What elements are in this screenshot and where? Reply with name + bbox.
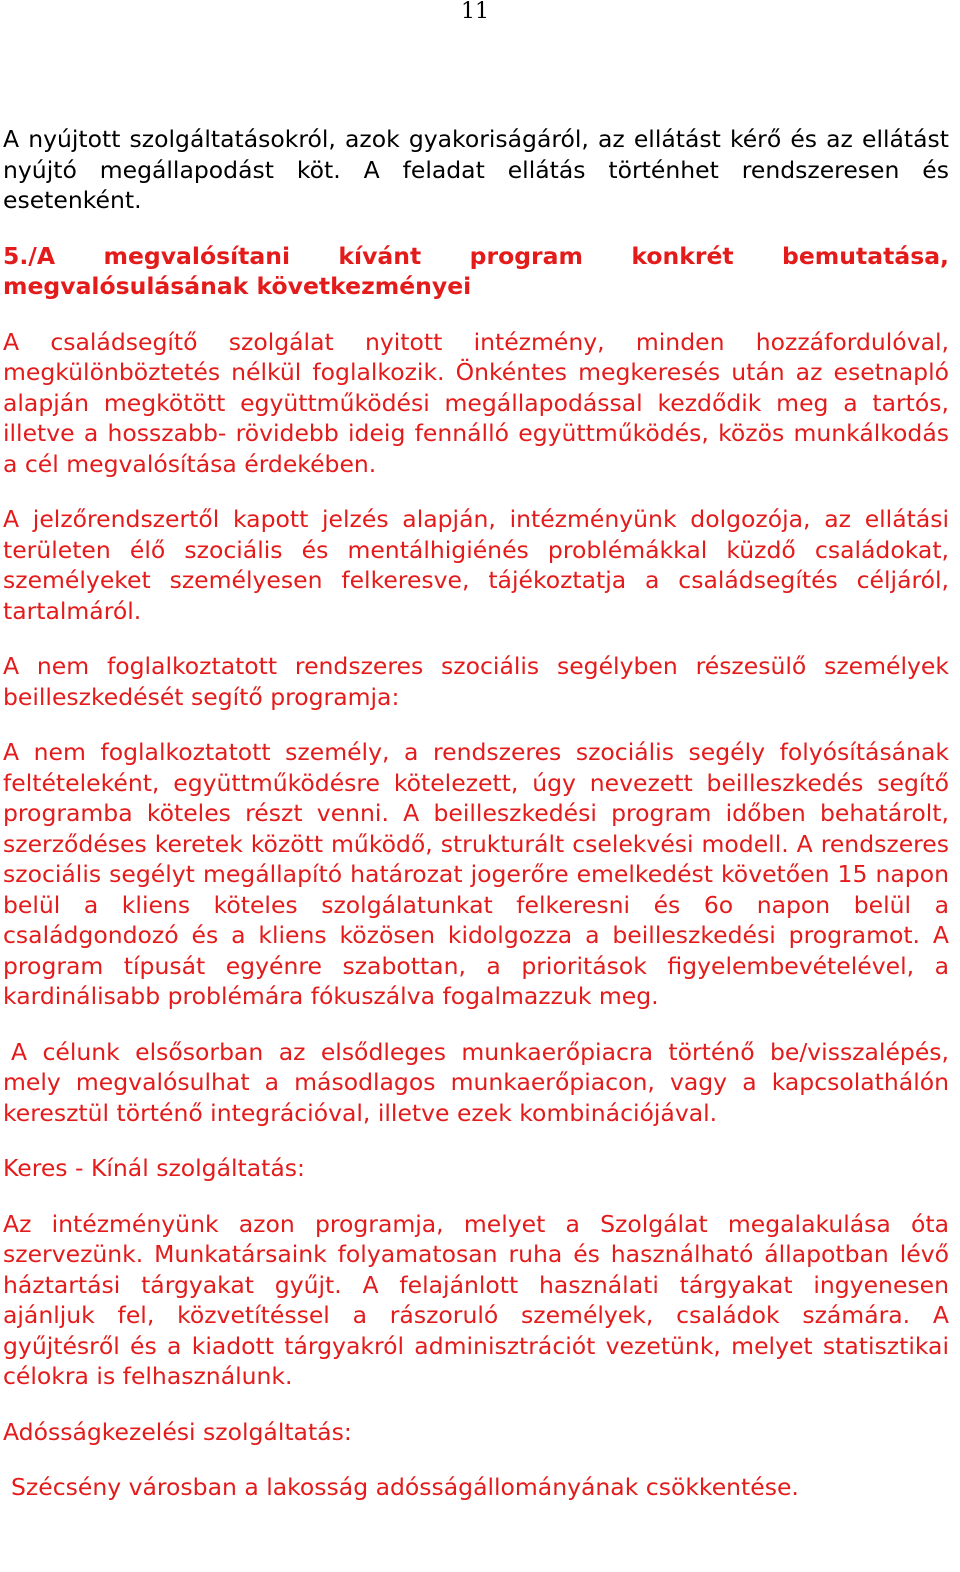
section-heading-line-2: megvalósulásának következményei <box>3 272 472 300</box>
document-body <box>3 124 949 1503</box>
section-heading <box>3 241 949 302</box>
paragraph-integration-program: A nem foglalkoztatott személy, a rendszeres szociális segély folyósításának feltételeként, együttműködésre kötelezett, úgy nevezett beilleszkedés segítő programba köteles részt venni. A beilleszkedési program időben behatárolt, szerződéses keretek között működő, strukturált cselekvési modell. A rendszeres szociális segélyt megállapító határozat jogerőre emelkedést követően 15 napon belül a kliens köteles szolgálatunkat felkeresni és 6o napon belül a családgondozó és a kliens közösen kidolgozza a beilleszkedési programot. A program típusát egyénre szabottan, a prioritások figyelembevételével, a kardinálisabb problémára fókuszálva fogalmazzuk meg. <box>3 738 949 1010</box>
section-heading-line-1: 5./A megvalósítani kívánt program konkrét bemutatása, <box>3 241 949 270</box>
paragraph-debt-management: Szécsény városban a lakosság adósságállományának csökkentése. <box>11 1473 799 1501</box>
paragraph-goal: A célunk elsősorban az elsődleges munkaerőpiacra történő be/visszalépés, mely megvalósulhat a másodlagos munkaerőpiacon, vagy a kapcsolathálón keresztül történő integrációval, illetve ezek kombinációjával. <box>3 1037 949 1127</box>
subheading-integration-program: A nem foglalkoztatott rendszeres szociális segélyben részesülő személyek beilleszkedését segítő programja: <box>3 652 949 711</box>
subheading-debt-management-service: Adósságkezelési szolgáltatás: <box>3 1417 352 1446</box>
paragraph-family-support-service: A családsegítő szolgálat nyitott intézmény, minden hozzáfordulóval, megkülönböztetés nélkül foglalkozik. Önkéntes megkeresés után az esetnapló alapján megkötött együttműködési megállapodással kezdődik meg a tartós, illetve a hosszabb- rövidebb ideig fennálló együttműködés, közös munkálkodás a cél megvalósítása érdekében. <box>3 327 949 478</box>
intro-paragraph: A nyújtott szolgáltatásokról, azok gyakoriságáról, az ellátást kérő és az ellátást nyújtó megállapodást köt. A feladat ellátás történhet rendszeresen és esetenként. <box>3 125 949 214</box>
paragraph-signal-system: A jelzőrendszertől kapott jelzés alapján, intézményünk dolgozója, az ellátási területen élő szociális és mentálhigiénés problémákkal küzdő családokat, személyeket személyesen felkeresve, tájékoztatja a családsegítés céljáról, tartalmáról. <box>3 505 949 625</box>
subheading-search-offer-service: Keres - Kínál szolgáltatás: <box>3 1154 305 1182</box>
paragraph-search-offer-service: Az intézményünk azon programja, melyet a Szolgálat megalakulása óta szervezünk. Munkatársaink folyamatosan ruha és használható állapotban lévő háztartási tárgyakat gyűjt. A felajánlott használati tárgyakat ingyenesen ajánljuk fel, közvetítéssel a rászoruló személyek, családok számára. A gyűjtésről és a kiadott tárgyakról adminisztrációt vezetünk, melyet statisztikai célokra is felhasználunk. <box>3 1209 949 1390</box>
page-number: 11 <box>461 0 489 24</box>
